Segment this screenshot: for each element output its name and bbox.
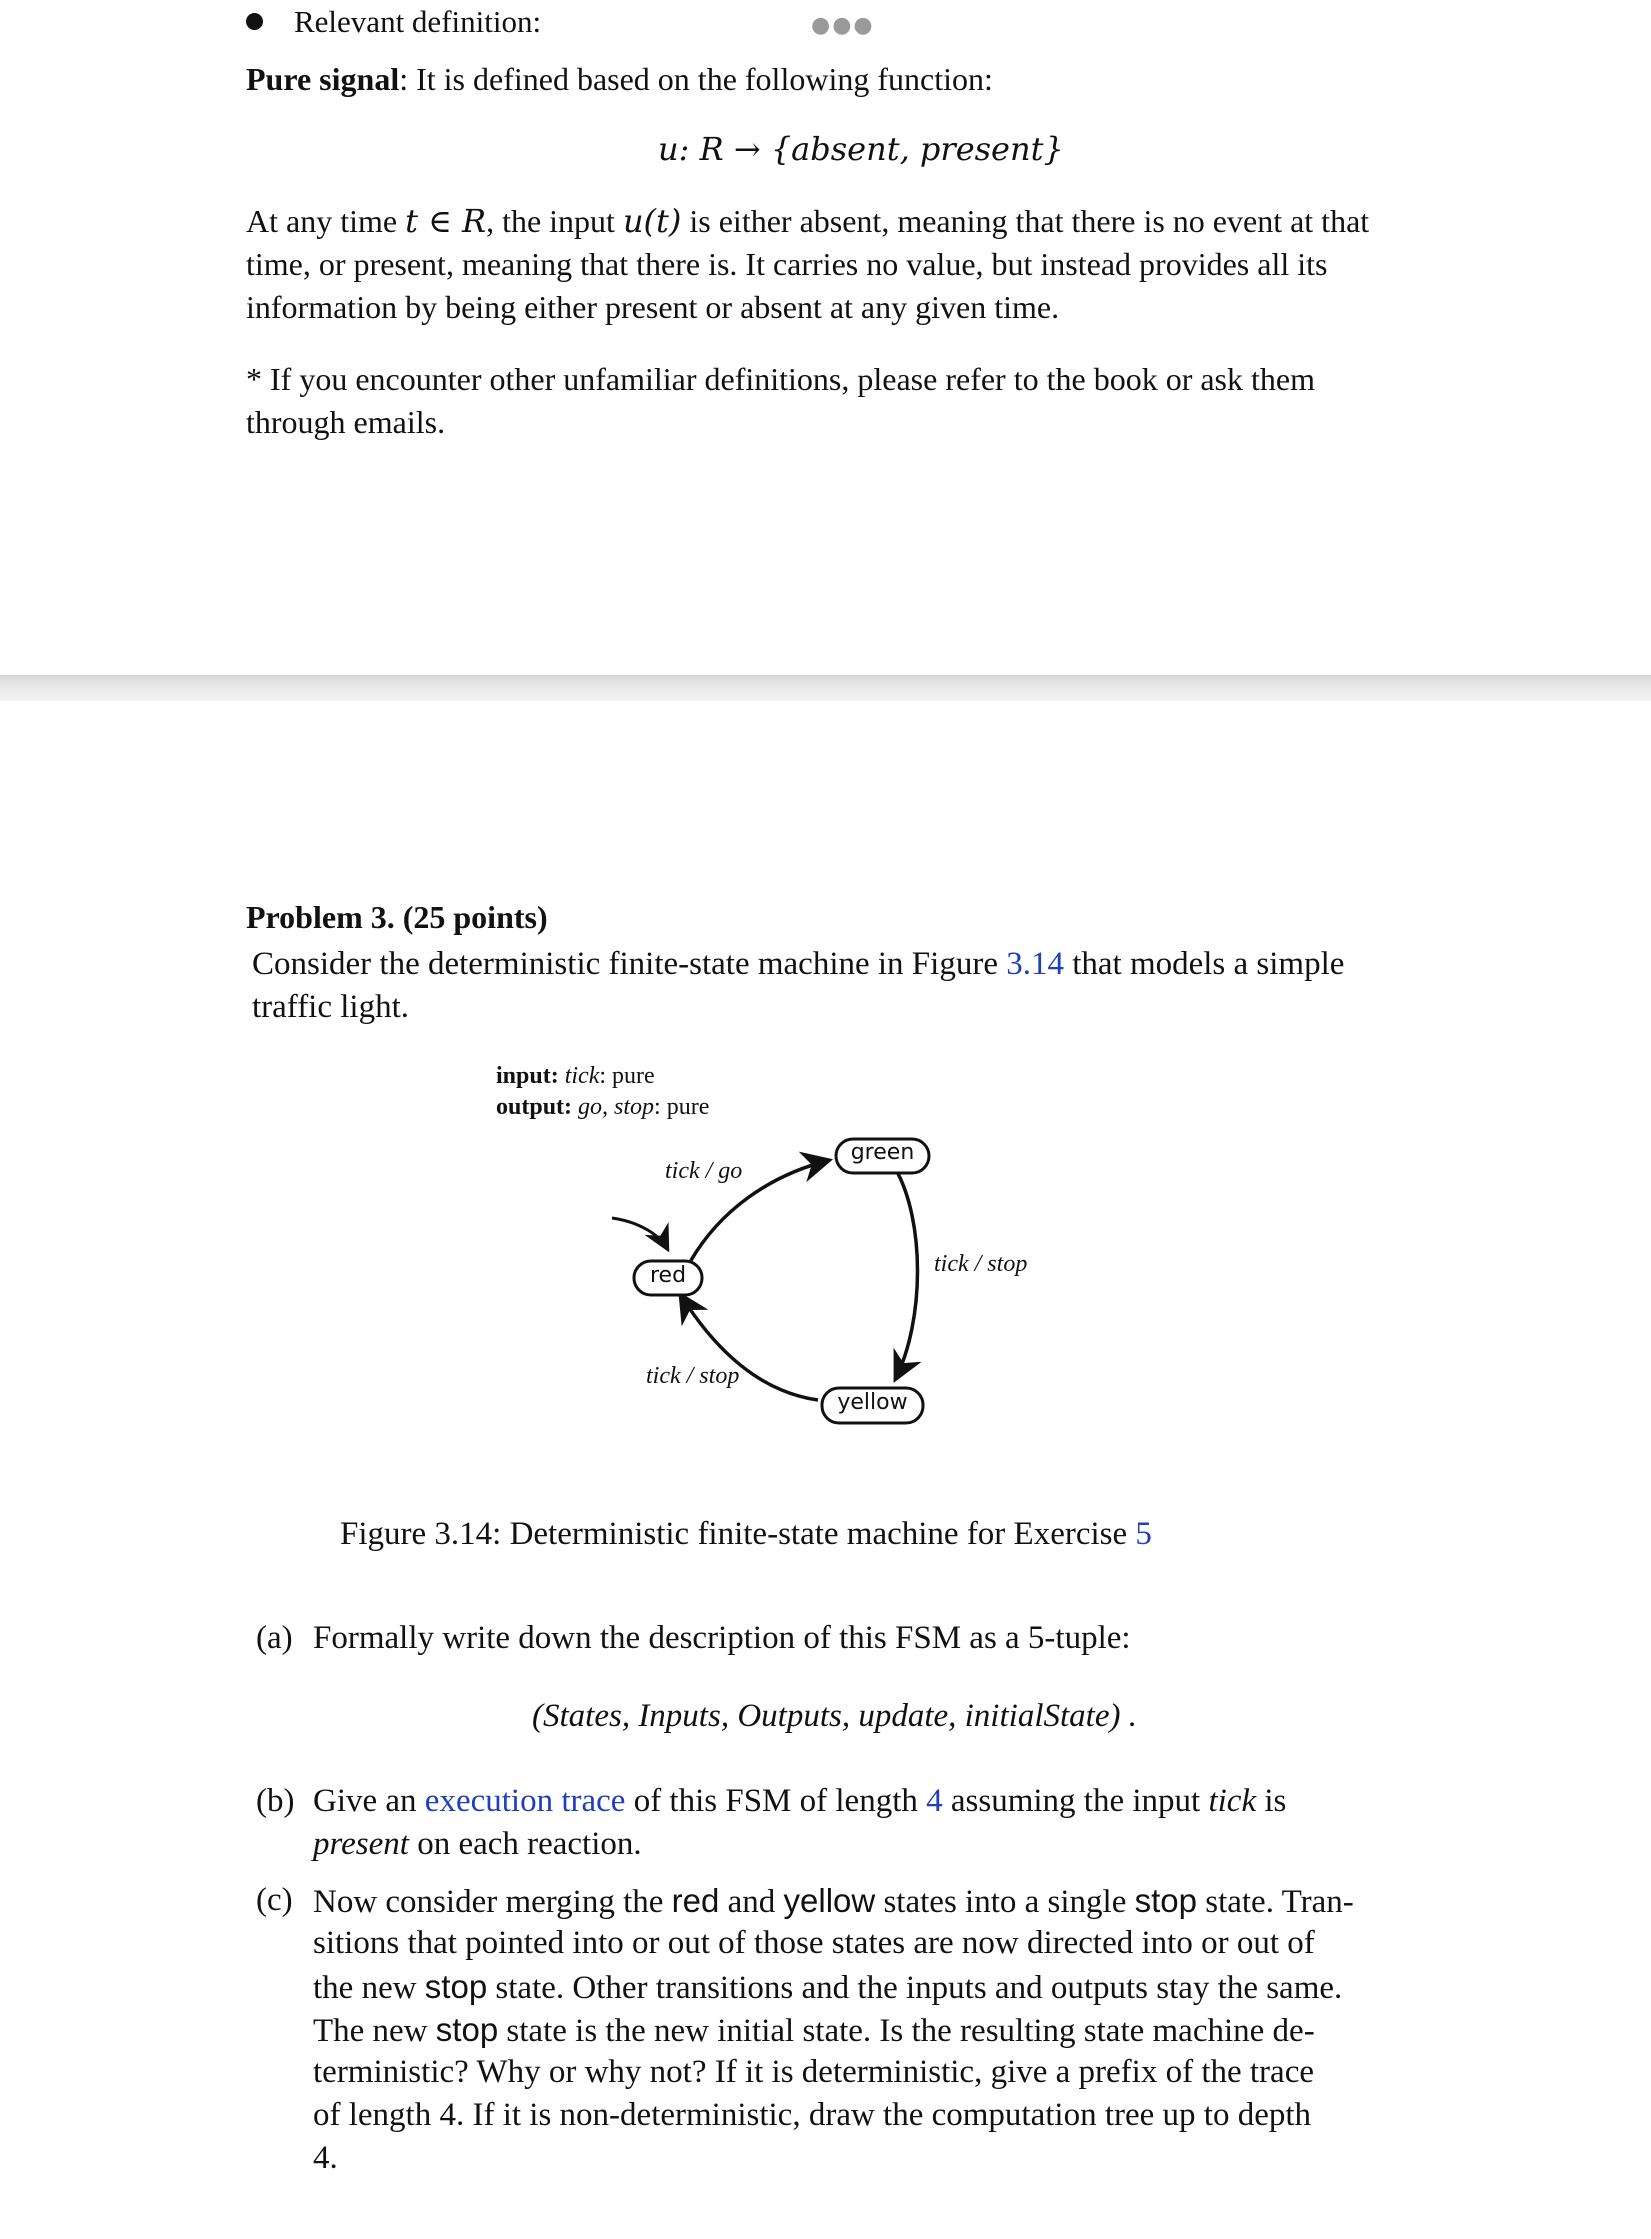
note-line-1: * If you encounter other unfamiliar definitions, please refer to the book or ask them: [246, 361, 1315, 397]
part-c-text: state. Other transitions and the inputs and outputs stay the same.: [487, 1970, 1343, 2006]
para-text: At any time: [246, 203, 406, 239]
exercise-ref-link[interactable]: 5: [1135, 1516, 1152, 1552]
transition-label-yellow-red: tick / stop: [646, 1363, 740, 1389]
yellow-keyword: yellow: [783, 1882, 876, 1919]
paragraph-line-2: time, or present, meaning that there is. It carries no value, but instead provides all its: [246, 246, 1328, 282]
output-type: : pure: [654, 1094, 710, 1120]
problem-heading: Problem 3. (25 points): [246, 899, 548, 935]
part-c-text: state is the new initial state. Is the resulting state machine de-: [498, 2013, 1315, 2049]
part-c-text: Now consider merging the: [313, 1884, 672, 1920]
figure-ref-link[interactable]: 3.14: [1006, 946, 1064, 982]
part-b-text: on each reaction.: [408, 1826, 642, 1862]
state-yellow-label: yellow: [837, 1390, 908, 1415]
part-c-line-3: [313, 1965, 1342, 2010]
part-c-text: of length: [313, 2097, 440, 2133]
part-c-line-1: [313, 1879, 1354, 1924]
depth-number: 4: [439, 2097, 456, 2133]
stop-keyword: stop: [424, 1968, 488, 2005]
para-text: , the input: [486, 203, 623, 239]
caption-text: Figure 3.14: Deterministic finite-state machine for Exercise: [340, 1516, 1136, 1552]
transition-label-red-green: tick / go: [665, 1158, 743, 1184]
part-c-text: . If it is non-deterministic, draw the computation tree up to depth: [455, 2097, 1312, 2133]
present-italic: present: [313, 1826, 409, 1862]
part-c-line-6: [313, 2094, 1311, 2137]
input-keyword: input:: [496, 1063, 559, 1089]
para-math: t ∈ R: [405, 202, 487, 240]
red-keyword: red: [671, 1882, 720, 1919]
part-b-label: (b): [256, 1783, 295, 1819]
execution-trace-link[interactable]: execution trace: [424, 1783, 626, 1819]
definition-term: Pure signal: [246, 61, 400, 97]
input-type: : pure: [599, 1063, 655, 1089]
definition-intro: : It is defined based on the following function:: [399, 61, 993, 97]
intro-text: that models a simple: [1063, 946, 1345, 982]
para-math: u(t): [622, 202, 682, 240]
state-green-label: green: [850, 1140, 915, 1165]
part-b-text: is: [1256, 1783, 1287, 1819]
part-c-line-4: [313, 2008, 1315, 2053]
output-keyword: output:: [496, 1094, 573, 1120]
note-line-2: through emails.: [246, 404, 446, 440]
initial-transition-arrow: [612, 1218, 668, 1250]
part-a-label: (a): [256, 1620, 293, 1656]
intro-text: Consider the deterministic finite-state machine in Figure: [252, 946, 1007, 982]
part-c-text: The new: [313, 2013, 436, 2049]
signal-formula: u: R → {absent, present}: [658, 130, 1064, 168]
transition-green-yellow: [895, 1168, 918, 1380]
part-c-text: and: [719, 1884, 784, 1920]
part-c-text: state. Tran-: [1196, 1884, 1354, 1920]
part-b-line-2: [313, 1823, 642, 1866]
part-c-line-5: terministic? Why or why not? If it is deterministic, give a prefix of the trace: [313, 2054, 1314, 2090]
stop-keyword: stop: [435, 2011, 499, 2048]
tick-italic: tick: [1208, 1783, 1257, 1819]
stop-keyword: stop: [1134, 1882, 1197, 1919]
part-b-text: assuming the input: [942, 1783, 1209, 1819]
part-b-line-1: [313, 1780, 1286, 1823]
part-c-line-7: 4.: [313, 2140, 338, 2176]
problem-intro-line-2: traffic light.: [252, 989, 410, 1025]
part-c-label: (c): [256, 1882, 293, 1918]
bullet-label: Relevant definition:: [294, 4, 542, 39]
paragraph-line-3: information by being either present or absent at any given time.: [246, 289, 1060, 325]
figure-caption: [340, 1513, 1152, 1556]
transition-label-green-yellow: tick / stop: [934, 1251, 1028, 1277]
para-text: is either absent, meaning that there is no event at that: [681, 203, 1370, 239]
part-c-line-2: sitions that pointed into or out of those states are now directed into or out of: [313, 1925, 1315, 1961]
state-red-label: red: [649, 1263, 687, 1288]
part-a-tuple: (States, Inputs, Outputs, update, initialState) .: [532, 1698, 1137, 1734]
part-c-text: states into a single: [875, 1884, 1135, 1920]
part-a-text: Formally write down the description of this FSM as a 5-tuple:: [313, 1620, 1131, 1656]
part-b-text: Give an: [313, 1783, 425, 1819]
ellipsis-icon[interactable]: ●●●: [811, 13, 875, 38]
output-names: go, stop: [578, 1094, 655, 1120]
part-b-text: of this FSM of length: [625, 1783, 927, 1819]
input-name: tick: [564, 1063, 600, 1089]
length-number: 4: [926, 1783, 943, 1819]
part-c-text: the new: [313, 1970, 425, 2006]
